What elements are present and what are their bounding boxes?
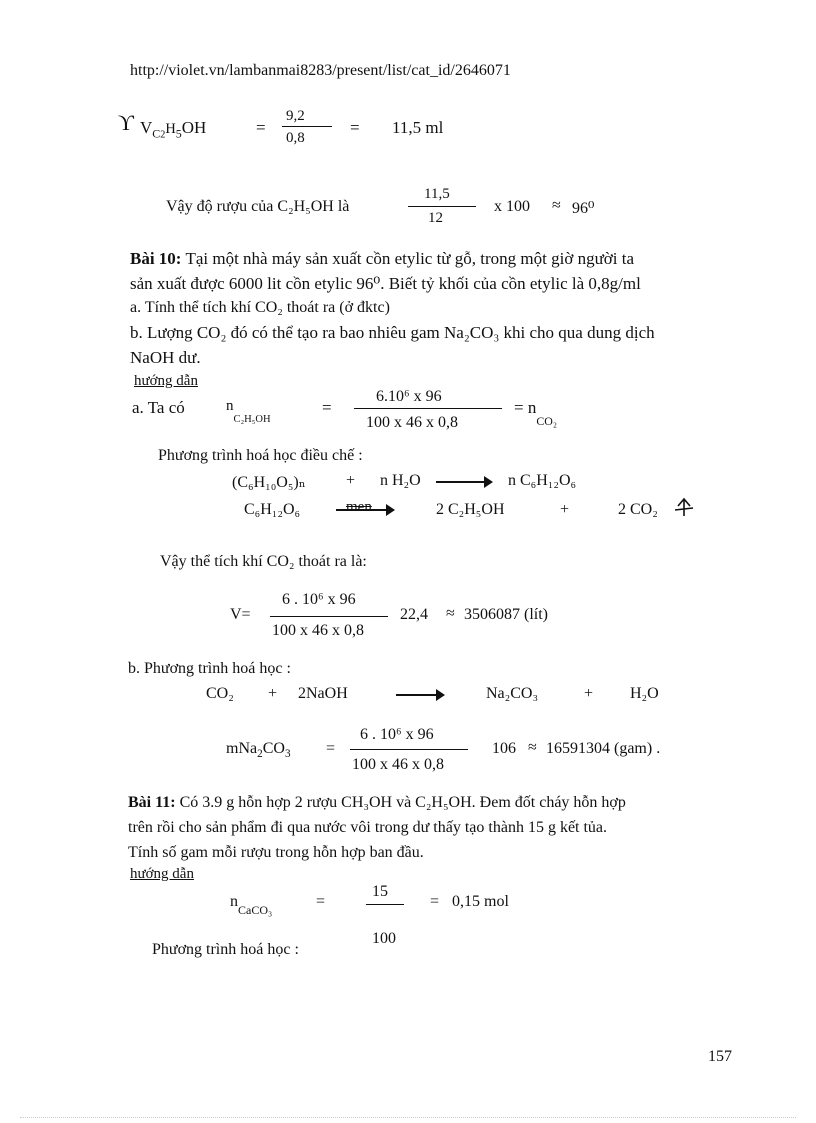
fraction-numerator: 6 . 10⁶ x 96 xyxy=(360,726,434,743)
equals-sign: = xyxy=(256,118,266,137)
exercise-11-line3: Tính số gam mỗi rượu trong hỗn hợp ban đầu. xyxy=(128,844,424,861)
reactant-naoh: 2NaOH xyxy=(298,685,348,702)
exercise-label: Bài 11: xyxy=(128,794,176,811)
fraction-denominator: 12 xyxy=(428,210,443,226)
arrow-head xyxy=(436,689,445,701)
fraction-numerator: 9,2 xyxy=(286,108,305,124)
page-border xyxy=(20,1117,796,1118)
fraction-bar xyxy=(282,126,332,127)
v-lhs: V= xyxy=(230,606,251,623)
product-ethanol: 2 C₂H₅OH xyxy=(436,501,505,518)
arrow-head xyxy=(386,504,395,516)
mole-caco3: $n_{CaCO_3}$ xyxy=(230,893,273,918)
fraction-denominator: 0,8 xyxy=(286,130,305,146)
mass-lhs: $mNa_2CO_3$ xyxy=(226,740,291,761)
exercise-10-line1: Bài 10: Tại một nhà máy sản xuất cồn etylic từ gỗ, trong một giờ người ta xyxy=(130,249,635,268)
exercise-label: Bài 10: xyxy=(130,249,182,268)
approx-sign: ≈ xyxy=(528,739,537,756)
plus-sign: + xyxy=(584,685,594,702)
equals-sign: = xyxy=(430,893,440,910)
degree-value: 96⁰ xyxy=(572,200,595,217)
reaction-arrow xyxy=(336,509,388,511)
fraction-bar xyxy=(350,749,468,750)
question-a: a. Tính thể tích khí CO₂ thoát ra (ở đktc) xyxy=(130,299,390,316)
fraction-denominator: 100 x 46 x 0,8 xyxy=(272,622,364,639)
reactant-glucose: C₆H₁₂O₆ xyxy=(244,501,301,518)
fraction-numerator: 11,5 xyxy=(424,186,450,202)
question-b-line1: b. Lượng CO₂ đó có thể tạo ra bao nhiêu gam Na₂CO₃ khi cho qua dung dịch xyxy=(130,323,655,342)
part-b-title: b. Phương trình hoá học : xyxy=(128,660,291,677)
fraction-denominator: 100 x 46 x 0,8 xyxy=(366,414,458,431)
equals-sign: = xyxy=(350,118,360,137)
catalyst-label: men xyxy=(346,499,372,515)
fraction-bar xyxy=(354,408,502,409)
molar-volume: 22,4 xyxy=(400,606,428,623)
equals-sign: = xyxy=(322,398,332,417)
exercise-11-line1: Bài 11: Có 3.9 g hỗn hợp 2 rượu CH₃OH và C₂H₅OH. Đem đốt cháy hỗn hợp xyxy=(128,794,626,811)
fraction-numerator: 15 xyxy=(372,883,388,900)
mole-co2: = $n_{CO_2}$ xyxy=(514,398,558,429)
part-a-prefix: a. Ta có xyxy=(132,398,185,417)
equals-sign: = xyxy=(316,893,326,910)
mole-symbol: $n_{C_2H_5OH}$ xyxy=(226,398,271,425)
reaction-title: Phương trình hoá học điều chế : xyxy=(158,447,363,464)
volume-lhs: $V_{C2}H_5OH$ xyxy=(140,118,207,141)
approx-sign: ≈ xyxy=(552,197,561,214)
product-water: H₂O xyxy=(630,685,659,702)
mass-value: 16591304 (gam) . xyxy=(546,740,661,757)
guide-heading: hướng dẫn xyxy=(134,373,198,389)
multiplier: x 100 xyxy=(494,198,530,215)
reactant-co2: CO₂ xyxy=(206,685,234,702)
approx-sign: ≈ xyxy=(446,605,455,622)
page-number: 157 xyxy=(708,1048,732,1065)
reaction-title: Phương trình hoá học : xyxy=(152,941,299,958)
source-url: http://violet.vn/lambanmai8283/present/list/cat_id/2646071 xyxy=(130,62,511,79)
exercise-10-line2: sản xuất được 6000 lit cồn etylic 96⁰. Biết tỷ khối của cồn etylic là 0,8g/ml xyxy=(130,274,641,293)
product-glucose: n C₆H₁₂O₆ xyxy=(508,472,577,489)
volume-result: 11,5 ml xyxy=(392,118,444,137)
mole-result: 0,15 mol xyxy=(452,893,509,910)
reactant-water: n H₂O xyxy=(380,472,421,489)
fraction-bar xyxy=(408,206,476,207)
reaction-arrow xyxy=(396,694,438,696)
equals-sign: = xyxy=(326,740,336,757)
fraction-bar xyxy=(366,904,404,905)
plus-sign: + xyxy=(346,472,356,489)
molar-mass: 106 xyxy=(492,740,516,757)
fraction-numerator: 6.10⁶ x 96 xyxy=(376,388,442,405)
product-na2co3: Na₂CO₃ xyxy=(486,685,539,702)
plus-sign: + xyxy=(268,685,278,702)
fraction-denominator: 100 x 46 x 0,8 xyxy=(352,756,444,773)
product-co2: 2 CO₂ xyxy=(618,501,658,518)
volume-statement: Vậy thể tích khí CO₂ thoát ra là: xyxy=(160,553,367,570)
exercise-11-line2: trên rồi cho sản phẩm đi qua nước vôi trong dư thấy tạo thành 15 g kết tủa. xyxy=(128,819,608,836)
degree-text: Vậy độ rượu của C₂H₅OH là xyxy=(166,198,350,215)
volume-value: 3506087 (lít) xyxy=(464,606,548,623)
fraction-numerator: 6 . 10⁶ x 96 xyxy=(282,591,356,608)
gas-arrow-icon xyxy=(672,496,696,518)
fraction-denominator: 100 xyxy=(372,930,396,947)
gamma-symbol: ϒ xyxy=(118,110,134,135)
arrow-head xyxy=(484,476,493,488)
fraction-bar xyxy=(270,616,388,617)
reactant-starch: (C₆H₁₀O₅)ₙ xyxy=(232,474,306,491)
plus-sign: + xyxy=(560,501,570,518)
guide-heading: hướng dẫn xyxy=(130,866,194,882)
reaction-arrow xyxy=(436,481,486,483)
question-b-line2: NaOH dư. xyxy=(130,348,201,367)
